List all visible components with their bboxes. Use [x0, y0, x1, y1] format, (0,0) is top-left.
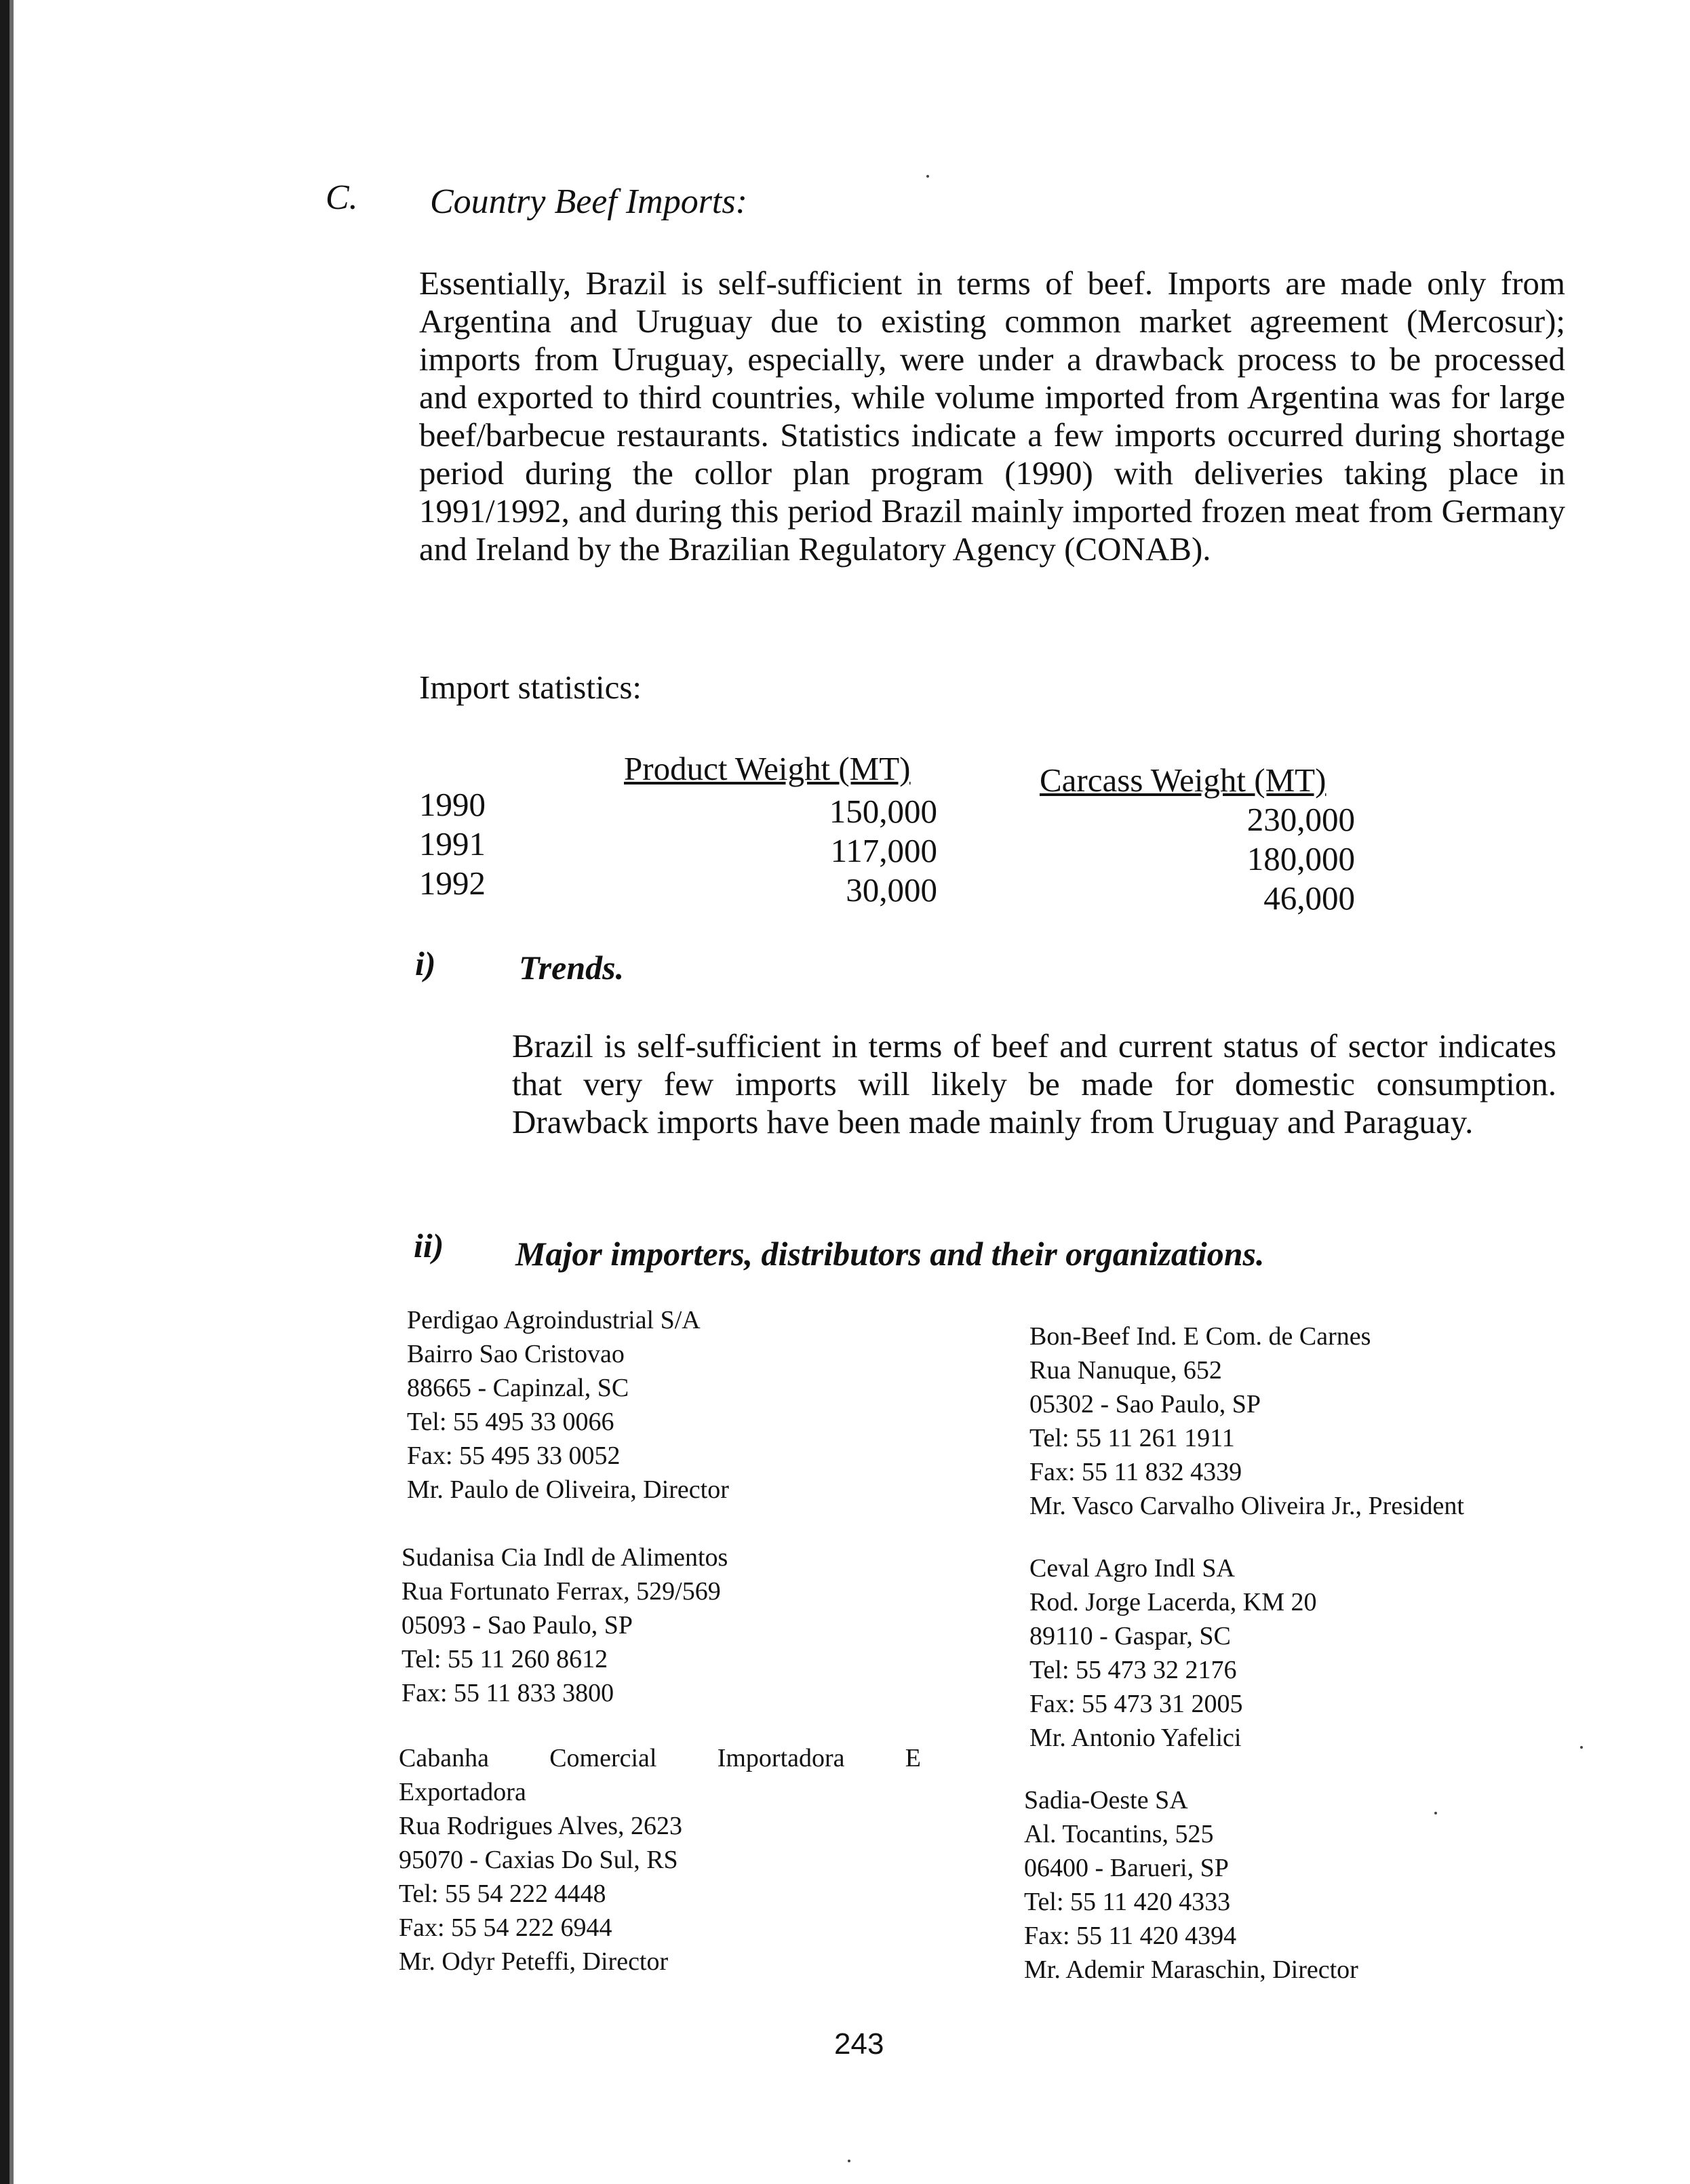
importer-sudanisa [401, 1541, 728, 1710]
importer-city: 89110 - Gaspar, SC [1029, 1622, 1231, 1650]
row-1992-carcass: 46,000 [1263, 879, 1355, 917]
row-1992-year: 1992 [419, 865, 486, 902]
importer-ceval [1029, 1551, 1317, 1755]
scan-left-edge-shadow [9, 0, 14, 2184]
importer-street: Rua Fortunato Ferrax, 529/569 [401, 1577, 721, 1606]
importer-name: Perdigao Agroindustrial S/A [407, 1306, 701, 1334]
importer-name: Bon-Beef Ind. E Com. de Carnes [1029, 1322, 1371, 1351]
importer-street: Rod. Jorge Lacerda, KM 20 [1029, 1588, 1317, 1616]
trends-title: Trends. [519, 949, 625, 987]
importer-name-line [399, 1741, 921, 1775]
scan-speck [926, 175, 929, 178]
scan-speck [1434, 1812, 1437, 1814]
header-carcass-weight: Carcass Weight (MT) [1040, 761, 1327, 799]
importer-fax: Fax: 55 473 31 2005 [1029, 1690, 1243, 1718]
header-product-weight: Product Weight (MT) [624, 750, 911, 787]
importer-street: Rua Nanuque, 652 [1029, 1356, 1222, 1385]
importer-bon-beef [1029, 1319, 1464, 1523]
row-1990-year: 1990 [419, 786, 486, 823]
importers-marker: ii) [414, 1227, 444, 1265]
trends-marker: i) [415, 945, 436, 982]
importer-tel: Tel: 55 473 32 2176 [1029, 1656, 1237, 1684]
importer-contact: Mr. Antonio Yafelici [1029, 1724, 1242, 1752]
import-stats-label: Import statistics: [419, 669, 642, 706]
row-1990-product: 150,000 [829, 793, 937, 830]
importer-city: 05093 - Sao Paulo, SP [401, 1611, 633, 1640]
importer-cabanha [399, 1741, 921, 1979]
row-1992-product: 30,000 [846, 871, 937, 909]
importer-name-word: Cabanha [399, 1744, 489, 1772]
row-1990-carcass: 230,000 [1246, 801, 1355, 838]
importer-contact: Mr. Ademir Maraschin, Director [1024, 1955, 1358, 1984]
importer-city: 06400 - Barueri, SP [1024, 1854, 1229, 1882]
importer-fax: Fax: 55 11 420 4394 [1024, 1922, 1237, 1950]
trends-paragraph: Brazil is self-sufficient in terms of beef and current status of sector indicates that very few imports will likely be made for domestic consumption. Drawback imports have been made mainly from Uruguay and Paraguay. [512, 1027, 1556, 1140]
importer-name: Sudanisa Cia Indl de Alimentos [401, 1543, 728, 1572]
scan-speck [1580, 1746, 1583, 1749]
importer-fax: Fax: 55 11 833 3800 [401, 1679, 614, 1707]
importer-fax: Fax: 55 54 222 6944 [399, 1913, 612, 1942]
importer-sadia-oeste [1024, 1783, 1358, 1987]
scan-left-edge [0, 0, 9, 2184]
importers-title: Major importers, distributors and their organizations. [515, 1235, 1265, 1273]
importer-tel: Tel: 55 495 33 0066 [407, 1408, 614, 1436]
importer-contact: Mr. Odyr Peteffi, Director [399, 1947, 669, 1976]
importer-tel: Tel: 55 11 260 8612 [401, 1645, 608, 1673]
row-1991-product: 117,000 [830, 832, 937, 869]
importer-city: 05302 - Sao Paulo, SP [1029, 1390, 1261, 1418]
importer-street: Al. Tocantins, 525 [1024, 1820, 1214, 1848]
importer-name-word: Importadora [717, 1744, 845, 1772]
page-number: 243 [834, 2027, 884, 2061]
section-letter: C. [326, 178, 358, 217]
importer-fax: Fax: 55 11 832 4339 [1029, 1458, 1242, 1486]
importer-street: Rua Rodrigues Alves, 2623 [399, 1812, 682, 1840]
importer-street: Bairro Sao Cristovao [407, 1340, 625, 1368]
importer-name-cont: Exportadora [399, 1778, 526, 1806]
importer-name: Sadia-Oeste SA [1024, 1786, 1188, 1814]
importer-tel: Tel: 55 11 420 4333 [1024, 1888, 1231, 1916]
importer-city: 95070 - Caxias Do Sul, RS [399, 1846, 678, 1874]
importer-tel: Tel: 55 11 261 1911 [1029, 1424, 1235, 1452]
importer-tel: Tel: 55 54 222 4448 [399, 1880, 606, 1908]
row-1991-year: 1991 [419, 825, 486, 862]
importer-perdigao [407, 1303, 729, 1507]
importer-name-word: Comercial [549, 1744, 657, 1772]
section-title: Country Beef Imports: [430, 182, 747, 221]
importer-contact: Mr. Paulo de Oliveira, Director [407, 1475, 729, 1504]
importer-fax: Fax: 55 495 33 0052 [407, 1442, 621, 1470]
row-1991-carcass: 180,000 [1246, 840, 1355, 877]
importer-name: Ceval Agro Indl SA [1029, 1554, 1235, 1583]
importer-city: 88665 - Capinzal, SC [407, 1374, 629, 1402]
intro-paragraph: Essentially, Brazil is self-sufficient in terms of beef. Imports are made only from Argentina and Uruguay due to existing common market agreement (Mercosur); imports from Uruguay, especially, were under a drawback process to be processed and exported to third countries, while volume imported from Argentina was for large beef/barbecue restaurants. Statistics indicate a few imports occurred during shortage period during the collor plan program (1990) with deliveries taking place in 1991/1992, and during this period Brazil mainly imported frozen meat from Germany and Ireland by the Brazilian Regulatory Agency (CONAB). [419, 264, 1565, 568]
importer-name-word: E [905, 1744, 921, 1772]
scan-speck [848, 2160, 850, 2162]
importer-contact: Mr. Vasco Carvalho Oliveira Jr., President [1029, 1492, 1464, 1520]
